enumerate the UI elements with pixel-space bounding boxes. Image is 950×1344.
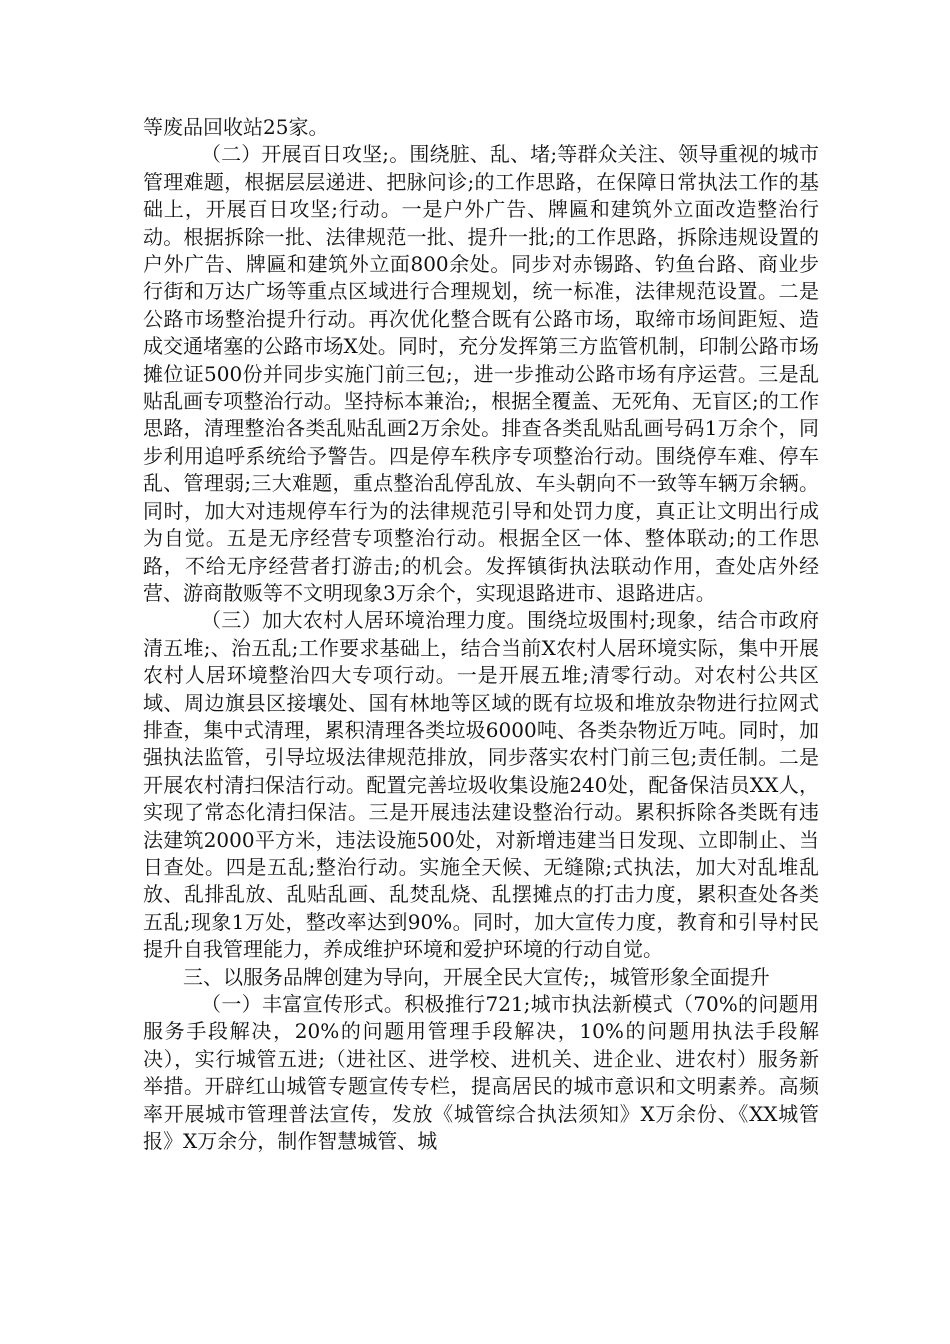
paragraph-continuation: 等废品回收站25家。 (143, 115, 329, 139)
section-heading-3: 三、以服务品牌创建为导向，开展全民大宣传;，城管形象全面提升 (183, 964, 770, 989)
paragraph-subsection-1: （一）丰富宣传形式。积极推行721;城市执法新模式（70%的问题用服务手段解决，20%的问题用管理手段解决，10%的问题用执法手段解决），实行城管五进;（进社区、进学校、进机关、进企业、进农村）服务新举措。开辟红山城管专题宣传专栏，提高居民的城市意识和文明素养。高频率开展城市管理普法宣传，发放《城管综合执法须知》X万余份、《XX城管报》X万余分，制作智慧城管、城 (143, 992, 819, 1154)
document-body (143, 114, 819, 1155)
paragraph-section-2: （二）开展百日攻坚;。围绕脏、乱、堵;等群众关注、领导重视的城市管理难题，根据层层递进、把脉问诊;的工作思路，在保障日常执法工作的基础上，开展百日攻坚;行动。一是户外广告、牌匾和建筑外立面改造整治行动。根据拆除一批、法律规范一批、提升一批;的工作思路，拆除违规设置的户外广告、牌匾和建筑外立面800余处。同步对赤锡路、钓鱼台路、商业步行街和万达广场等重点区域进行合理规划，统一标准，法律规范设置。二是公路市场整治提升行动。再次优化整合既有公路市场，取缔市场间距短、造成交通堵塞的公路市场X处。同时，充分发挥第三方监管机制，印制公路市场摊位证500份并同步实施门前三包;，进一步推动公路市场有序运营。三是乱贴乱画专项整治行动。坚持标本兼治;，根据全覆盖、无死角、无盲区;的工作思路，清理整治各类乱贴乱画2万余处。排查各类乱贴乱画号码1万余个，同步利用追呼系统给予警告。四是停车秩序专项整治行动。围绕停车难、停车乱、管理弱;三大难题，重点整治乱停乱放、车头朝向不一致等车辆万余辆。同时，加大对违规停车行为的法律规范引导和处罚力度，真正让文明出行成为自觉。五是无序经营专项整治行动。根据全区一体、整体联动;的工作思路，不给无序经营者打游击;的机会。发挥镇街执法联动作用，查处店外经营、游商散贩等不文明现象3万余个，实现退路进市、退路进店。 (143, 142, 819, 605)
paragraph-section-3: （三）加大农村人居环境治理力度。围绕垃圾围村;现象，结合市政府清五堆;、治五乱;工作要求基础上，结合当前X农村人居环境实际，集中开展农村人居环境整治四大专项行动。一是开展五堆;清零行动。对农村公共区域、周边旗县区接壤处、国有林地等区域的既有垃圾和堆放杂物进行拉网式排查，集中式清理，累积清理各类垃圾6000吨、各类杂物近万吨。同时，加强执法监管，引导垃圾法律规范排放，同步落实农村门前三包;责任制。二是开展农村清扫保洁行动。配置完善垃圾收集设施240处，配备保洁员XX人，实现了常态化清扫保洁。三是开展违法建设整治行动。累积拆除各类既有违法建筑2000平方米，违法设施500处，对新增违建当日发现、立即制止、当日查处。四是五乱;整治行动。实施全天候、无缝隙;式执法，加大对乱堆乱放、乱排乱放、乱贴乱画、乱焚乱烧、乱摆摊点的打击力度，累积查处各类五乱;现象1万处，整改率达到90%。同时，加大宣传力度，教育和引导村民提升自我管理能力，养成维护环境和爱护环境的行动自觉。 (143, 608, 819, 962)
